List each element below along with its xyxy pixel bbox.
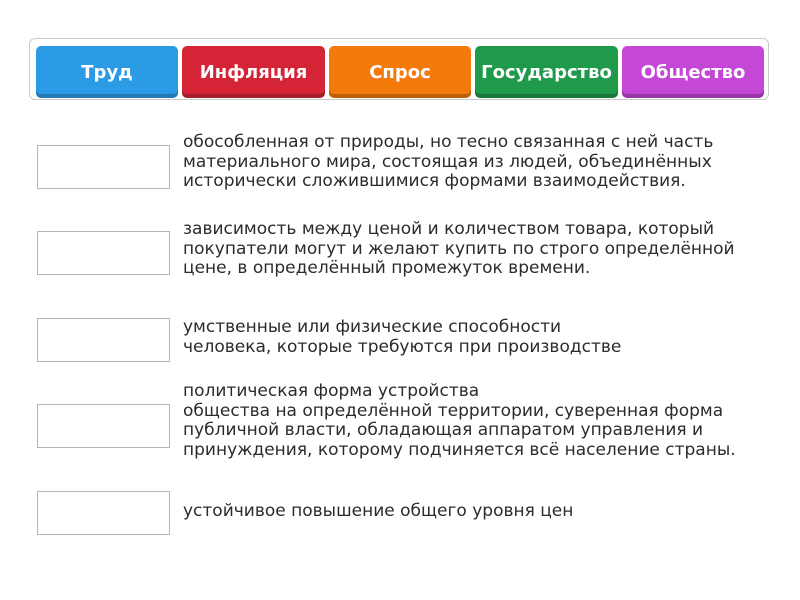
definition-text-4: политическая форма устройства общества на определённой территории, суверенная форма публичной власти, обладающая аппаратом управления и принуждения, которому подчиняется всё население страны. [183, 381, 736, 460]
definition-text-5: устойчивое повышение общего уровня цен [183, 501, 574, 521]
definition-text-3: умственные или физические способности человека, которые требуются при производстве [183, 317, 622, 357]
answer-slot-2[interactable] [37, 231, 170, 275]
answer-slot-3[interactable] [37, 318, 170, 362]
word-tile-obshchestvo[interactable]: Общество [622, 46, 764, 98]
answer-slot-4[interactable] [37, 404, 170, 448]
word-tile-trud[interactable]: Труд [36, 46, 178, 98]
word-tile-inflyatsiya[interactable]: Инфляция [182, 46, 325, 98]
word-tile-gosudarstvo[interactable]: Государство [475, 46, 618, 98]
word-tile-spros[interactable]: Спрос [329, 46, 471, 98]
definition-text-1: обособленная от природы, но тесно связанная с ней часть материального мира, состоящая из людей, объединённых исторически сложившимися формами взаимодействия. [183, 132, 714, 191]
answer-slot-1[interactable] [37, 145, 170, 189]
definition-text-2: зависимость между ценой и количеством товара, который покупатели могут и желают купить по строго определённой цене, в определённый промежуток времени. [183, 219, 735, 278]
answer-slot-5[interactable] [37, 491, 170, 535]
